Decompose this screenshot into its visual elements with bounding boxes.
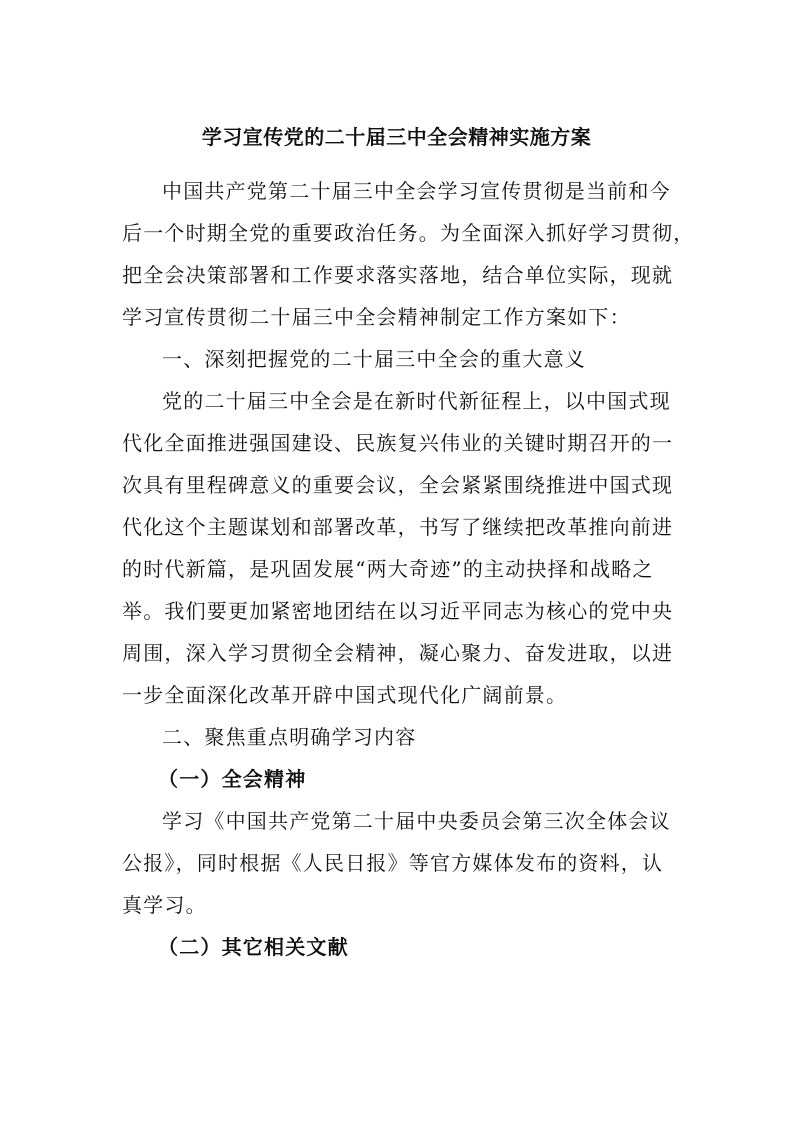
- paragraph-line: 党的二十届三中全会是在新时代新征程上，以中国式现: [162, 389, 671, 413]
- section-heading-1: 一、深刻把握党的二十届三中全会的重大意义: [162, 347, 586, 371]
- paragraph-line: 把全会决策部署和工作要求落实落地，结合单位实际，现就: [122, 263, 674, 287]
- paragraph-line: 学习《中国共产党第二十届中央委员会第三次全体会议: [162, 809, 671, 833]
- subsection-heading-2: （二）其它相关文献: [158, 935, 349, 959]
- paragraph-line: 的时代新篇，是巩固发展“两大奇迹”的主动抉择和战略之: [122, 557, 654, 581]
- document-title: 学习宣传党的二十届三中全会精神实施方案: [201, 125, 592, 149]
- section-heading-2: 二、聚焦重点明确学习内容: [162, 725, 417, 749]
- paragraph-line: 次具有里程碑意义的重要会议，全会紧紧围绕推进中国式现: [122, 473, 674, 497]
- paragraph-line: 一步全面深化改革开辟中国式现代化广阔前景。: [122, 683, 568, 707]
- paragraph-line: 后一个时期全党的重要政治任务。为全面深入抓好学习贯彻，: [122, 221, 695, 245]
- paragraph-line: 代化全面推进强国建设、民族复兴伟业的关键时期召开的一: [122, 431, 674, 455]
- paragraph-line: 代化这个主题谋划和部署改革，书写了继续把改革推向前进: [122, 515, 674, 539]
- paragraph-line: 周围，深入学习贯彻全会精神，凝心聚力、奋发进取，以进: [122, 641, 674, 665]
- paragraph-line: 真学习。: [122, 893, 207, 917]
- paragraph-line: 公报》，同时根据《人民日报》等官方媒体发布的资料，认: [122, 851, 664, 875]
- paragraph-line: 中国共产党第二十届三中全会学习宣传贯彻是当前和今: [162, 179, 671, 203]
- subsection-heading-1: （一）全会精神: [158, 767, 307, 791]
- paragraph-line: 学习宣传贯彻二十届三中全会精神制定工作方案如下：: [122, 305, 631, 329]
- paragraph-line: 举。我们要更加紧密地团结在以习近平同志为核心的党中央: [122, 599, 674, 623]
